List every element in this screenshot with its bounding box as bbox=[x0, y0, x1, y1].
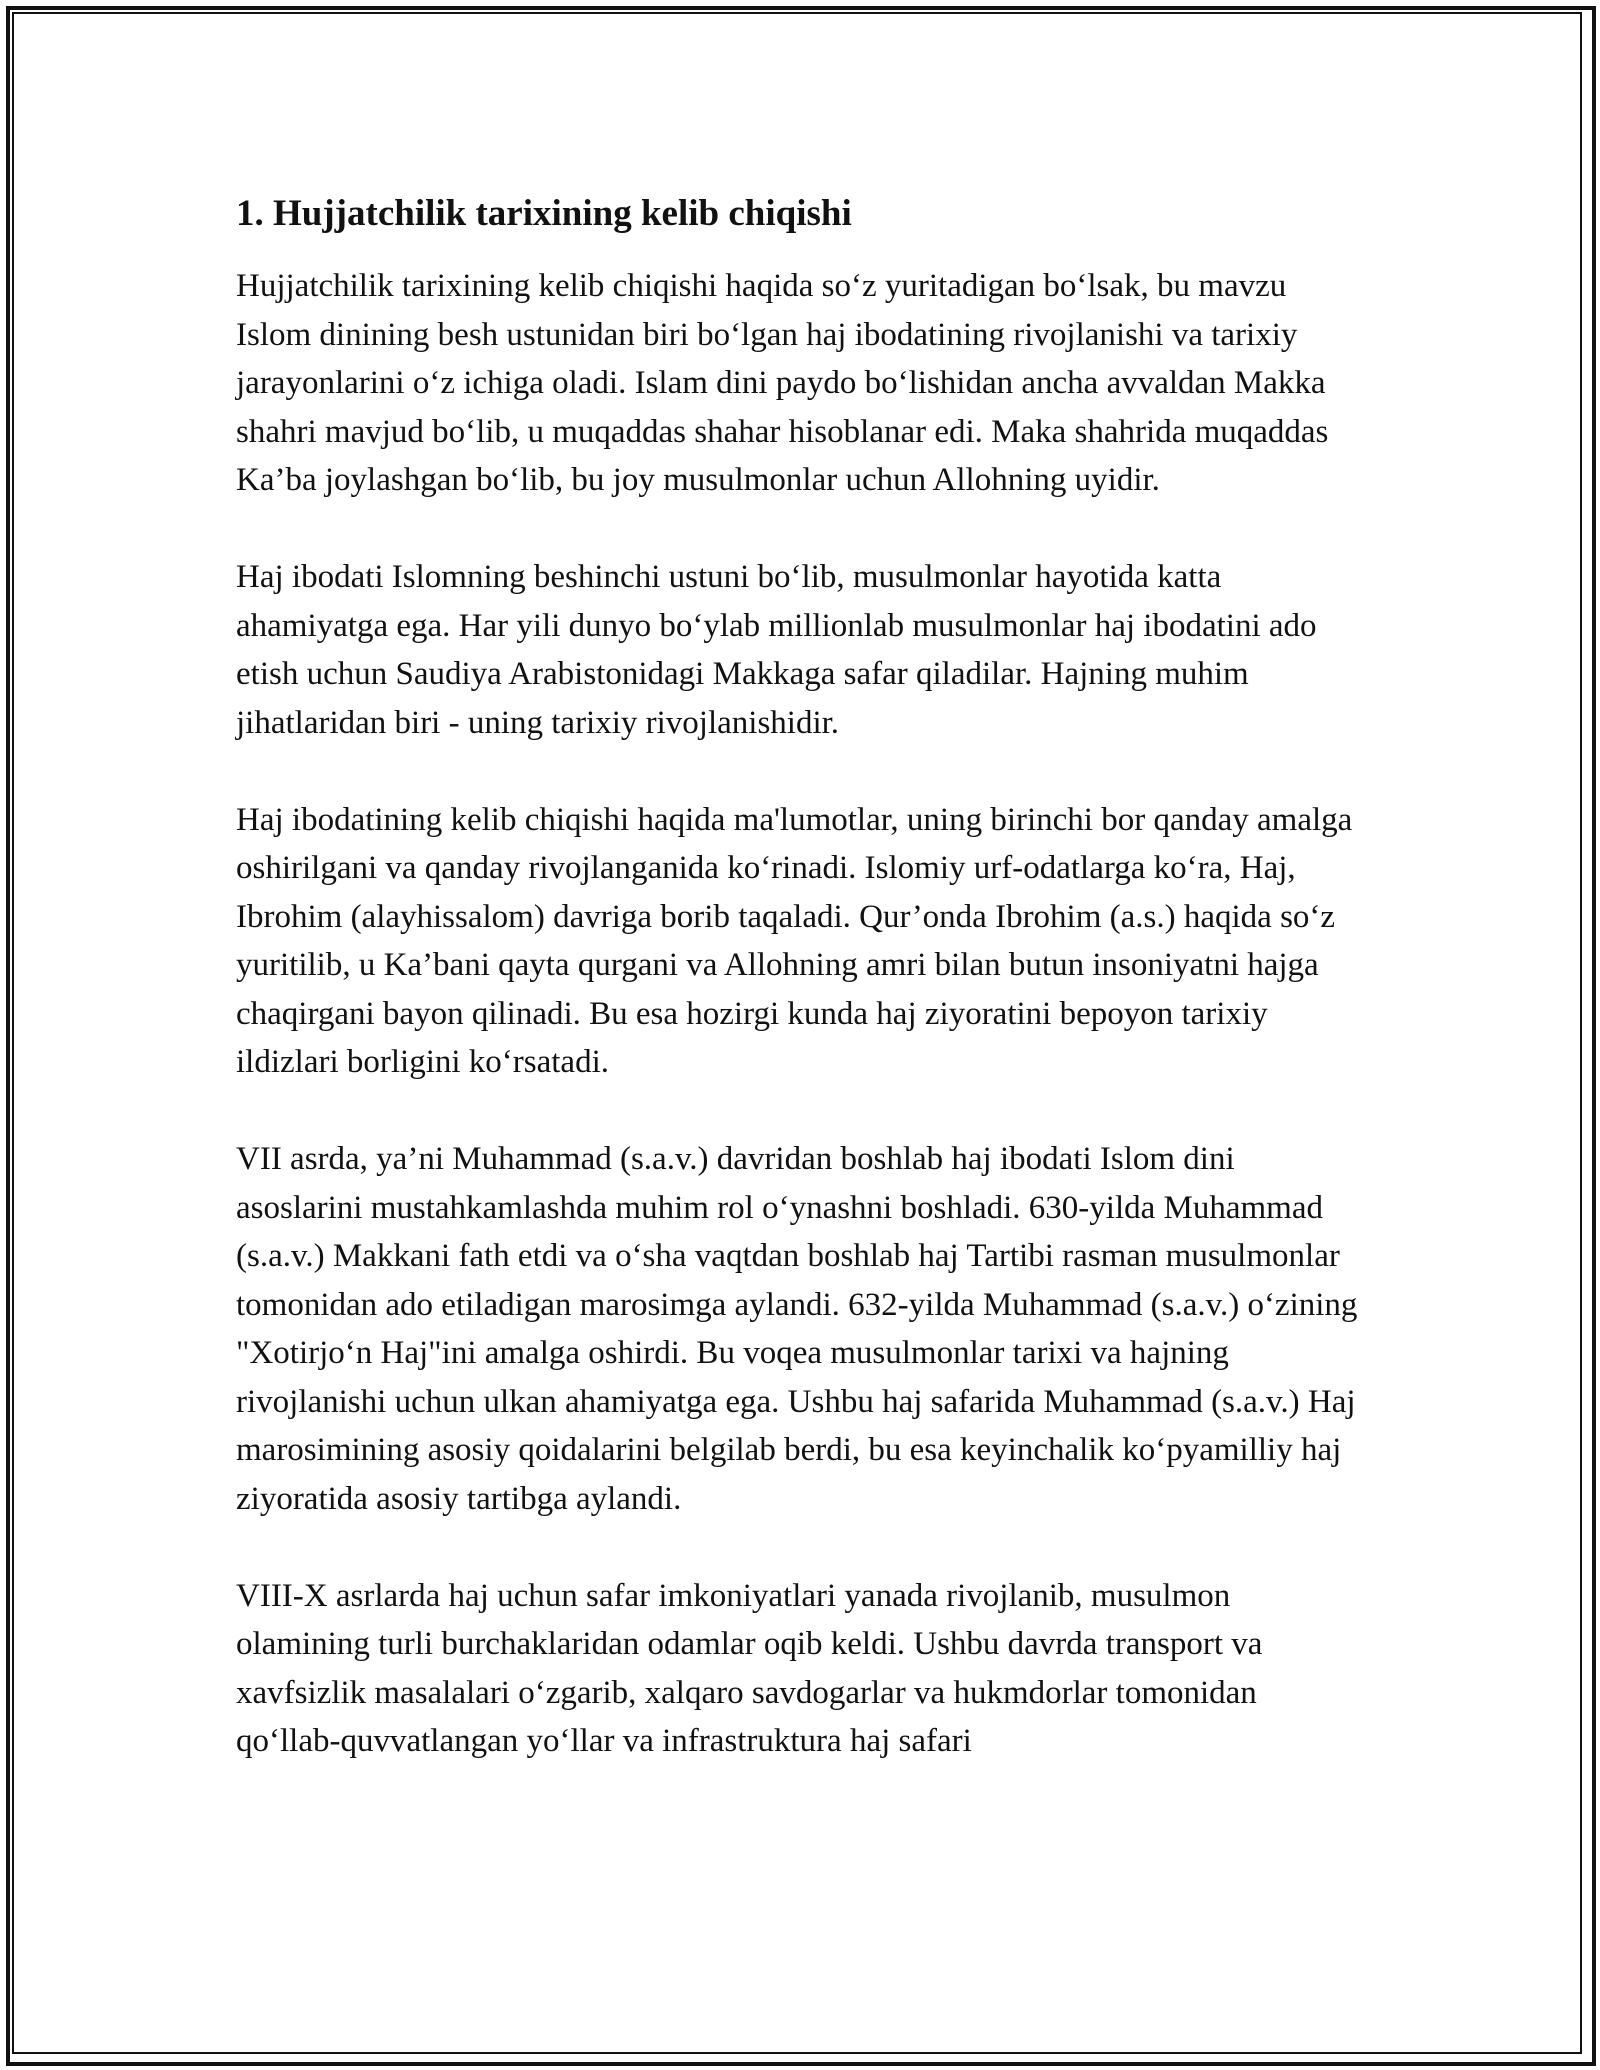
document-body bbox=[236, 190, 1366, 1814]
paragraph-5: VIII-X asrlarda haj uchun safar imkoniyatlari yanada rivojlanib, musulmon olamining turli burchaklaridan odamlar oqib keldi. Ushbu davrda transport va xavfsizlik masalalari o‘zgarib, xalqaro savdogarlar va hukmdorlar tomonidan qo‘llab-quvvatlangan yo‘llar va infrastruktura haj safari bbox=[236, 1577, 1263, 1759]
paragraph-3: Haj ibodatining kelib chiqishi haqida ma'lumotlar, uning birinchi bor qanday amalga oshirilgani va qanday rivojlanganida ko‘rinadi. Islomiy urf-odatlarga ko‘ra, Haj, Ibrohim (alayhissalom) davriga borib taqaladi. Qur’onda Ibrohim (a.s.) haqida so‘z yuritilib, u Ka’bani qayta qurgani va Allohning amri bilan butun insoniyatni hajga chaqirgani bayon qilinadi. Bu esa hozirgi kunda haj ziyoratini bepoyon tarixiy ildizlari borligini ko‘rsatadi. bbox=[236, 801, 1353, 1080]
section-heading: 1. Hujjatchilik tarixining kelib chiqishi bbox=[236, 193, 852, 234]
paragraph-2: Haj ibodati Islomning beshinchi ustuni bo‘lib, musulmonlar hayotida katta ahamiyatga ega. Har yili dunyo bo‘ylab millionlab musulmonlar haj ibodatini ado etish uchun Saudiya Arabistonidagi Makkaga safar qiladilar. Hajning muhim jihatlaridan biri - uning tarixiy rivojlanishidir. bbox=[236, 559, 1317, 741]
paragraph-1: Hujjatchilik tarixining kelib chiqishi haqida so‘z yuritadigan bo‘lsak, bu mavzu Islom dinining besh ustunidan biri bo‘lgan haj ibodatining rivojlanishi va tarixiy jarayonlarini o‘z ichiga oladi. Islam dini paydo bo‘lishidan ancha avvaldan Makka shahri mavjud bo‘lib, u muqaddas shahar hisoblanar edi. Maka shahrida muqaddas Ka’ba joylashgan bo‘lib, bu joy musulmonlar uchun Allohning uyidir. bbox=[236, 268, 1329, 498]
paragraph-4: VII asrda, ya’ni Muhammad (s.a.v.) davridan boshlab haj ibodati Islom dini asoslarini mustahkamlashda muhim rol o‘ynashni boshladi. 630-yilda Muhammad (s.a.v.) Makkani fath etdi va o‘sha vaqtdan boshlab haj Tartibi rasman musulmonlar tomonidan ado etiladigan marosimga aylandi. 632-yilda Muhammad (s.a.v.) o‘zining "Xotirjo‘n Haj"ini amalga oshirdi. Bu voqea musulmonlar tarixi va hajning rivojlanishi uchun ulkan ahamiyatga ega. Ushbu haj safarida Muhammad (s.a.v.) Haj marosimining asosiy qoidalarini belgilab berdi, bu esa keyinchalik ko‘pyamilliy haj ziyoratida asosiy tartibga aylandi. bbox=[236, 1141, 1358, 1517]
